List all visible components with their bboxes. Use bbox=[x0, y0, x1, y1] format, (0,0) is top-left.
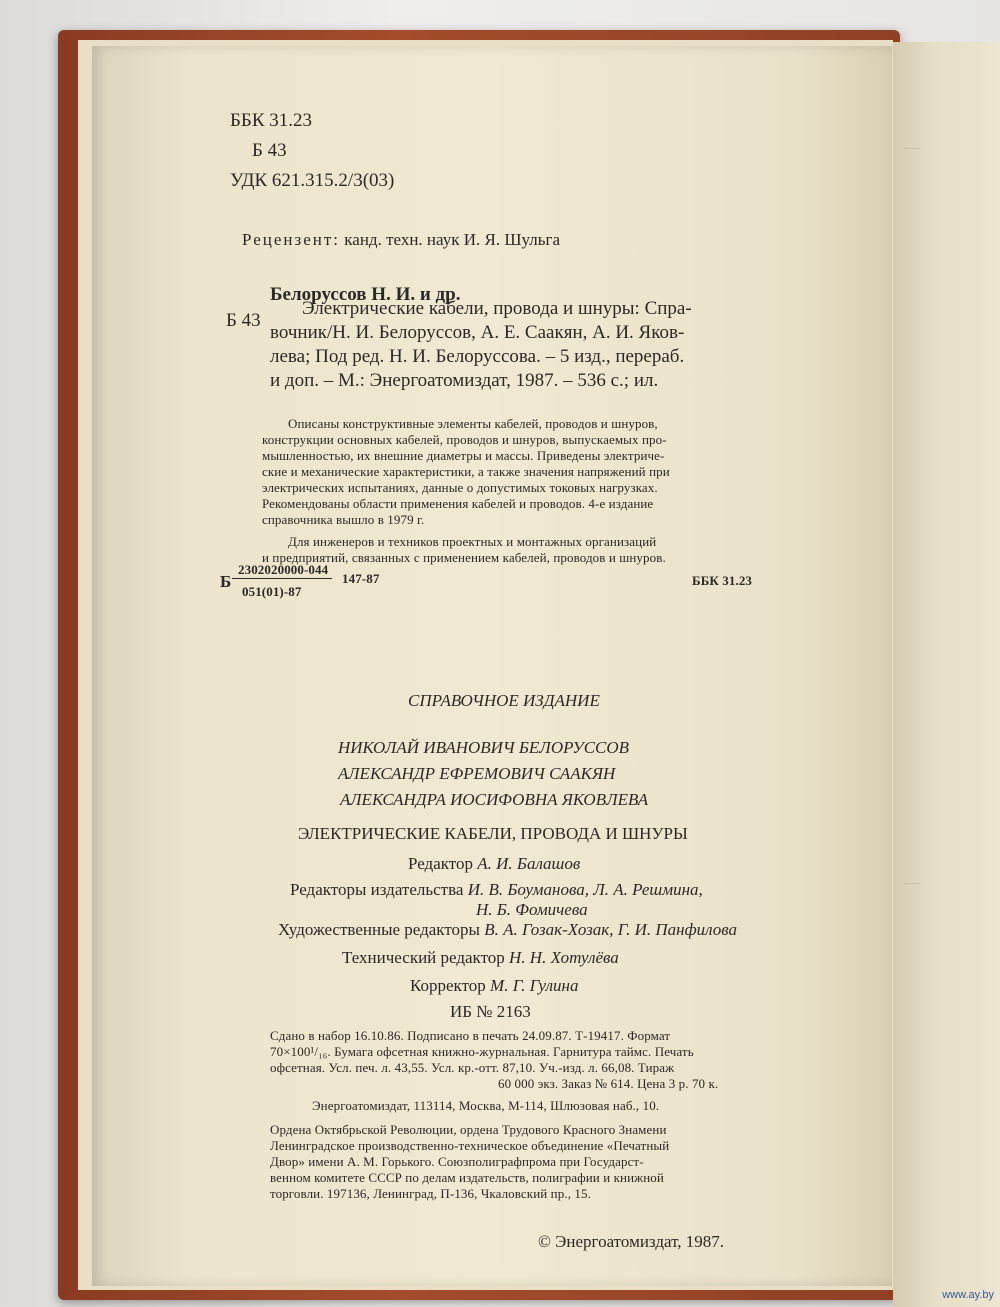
print-line-2: 70×100¹/₁₆. Бумага офсетная книжно-журнальная. Гарнитура таймс. Печать bbox=[270, 1044, 694, 1059]
catalog-line-2: вочник/Н. И. Белоруссов, А. Е. Саакян, А. И. Яков- bbox=[270, 322, 685, 343]
book-title: ЭЛЕКТРИЧЕСКИЕ КАБЕЛИ, ПРОВОДА И ШНУРЫ bbox=[298, 824, 688, 843]
code-bbk: ББК 31.23 bbox=[692, 573, 753, 588]
print-line-3: офсетная. Усл. печ. л. 43,55. Усл. кр.-отт. 87,10. Уч.-изд. л. 66,08. Тираж bbox=[270, 1060, 675, 1075]
tech-editor-label: Технический редактор bbox=[342, 948, 505, 967]
reviewer-name: канд. техн. наук И. Я. Шульга bbox=[344, 230, 560, 249]
reviewer-line bbox=[242, 230, 560, 250]
author-1: НИКОЛАЙ ИВАНОВИЧ БЕЛОРУССОВ bbox=[338, 738, 630, 757]
facing-page-edge: — — bbox=[893, 42, 1000, 1307]
pub-editors-names: И. В. Боуманова, Л. А. Решмина, bbox=[467, 880, 703, 899]
annotation-line-1: Описаны конструктивные элементы кабелей, проводов и шнуров, bbox=[288, 416, 658, 431]
audience-line-2: и предприятий, связанных с применением кабелей, проводов и шнуров. bbox=[262, 550, 666, 565]
pub-editors-label: Редакторы издательства bbox=[290, 880, 464, 899]
annotation-line-7: справочника вышло в 1979 г. bbox=[262, 512, 425, 527]
catalog-author: Белоруссов Н. И. и др. bbox=[270, 284, 461, 305]
udk-code: УДК 621.315.2/3(03) bbox=[230, 170, 395, 191]
art-editors-line bbox=[278, 920, 737, 940]
audience-line-1: Для инженеров и техников проектных и монтажных организаций bbox=[288, 534, 657, 549]
annotation-line-4: ские и механические характеристики, а также значения напряжений при bbox=[262, 464, 670, 479]
tech-editor-name: Н. Н. Хотулёва bbox=[509, 948, 619, 967]
printer-line-2: Ленинградское производственно-техническое объединение «Печатный bbox=[270, 1138, 670, 1153]
code-letter: Б bbox=[220, 572, 232, 591]
edition-type: СПРАВОЧНОЕ ИЗДАНИЕ bbox=[408, 691, 600, 710]
editor-name: А. И. Балашов bbox=[477, 854, 581, 873]
print-line-1: Сдано в набор 16.10.86. Подписано в печать 24.09.87. Т-19417. Формат bbox=[270, 1028, 671, 1043]
catalog-line-3: лева; Под ред. Н. И. Белоруссова. – 5 изд., перераб. bbox=[270, 346, 685, 367]
art-editors-names: В. А. Гозак-Хозак, Г. И. Панфилова bbox=[484, 920, 738, 939]
editor-label: Редактор bbox=[408, 854, 473, 873]
art-editors-label: Художественные редакторы bbox=[278, 920, 480, 939]
print-line-4: 60 000 экз. Заказ № 614. Цена 3 р. 70 к. bbox=[498, 1076, 719, 1091]
publisher-address: Энергоатомиздат, 113114, Москва, М-114, Шлюзовая наб., 10. bbox=[312, 1098, 660, 1113]
code-denominator: 051(01)-87 bbox=[242, 584, 302, 599]
printer-line-5: торговли. 197136, Ленинград, П-136, Чкаловский пр., 15. bbox=[270, 1186, 591, 1201]
pub-editors-line bbox=[290, 880, 703, 900]
bbk-code: ББК 31.23 bbox=[230, 110, 312, 131]
annotation-line-5: электрических испытаниях, данные о допустимых токовых нагрузках. bbox=[262, 480, 658, 495]
code-numerator: 2302020000-044 bbox=[238, 562, 329, 577]
annotation-line-3: мышленностью, их внешние диаметры и массы. Приведены электриче- bbox=[262, 448, 665, 463]
tech-editor-line bbox=[342, 948, 619, 968]
catalog-line-1: Электрические кабели, провода и шнуры: Спра- bbox=[302, 298, 692, 319]
annotation-line-2: конструкции основных кабелей, проводов и шнуров, выпускаемых про- bbox=[262, 432, 667, 447]
catalog-index: Б 43 bbox=[226, 310, 261, 331]
code-suffix: 147-87 bbox=[342, 571, 380, 586]
author-2: АЛЕКСАНДР ЕФРЕМОВИЧ СААКЯН bbox=[338, 764, 616, 783]
book-page bbox=[92, 46, 892, 1286]
pub-editors-cont: Н. Б. Фомичева bbox=[476, 900, 588, 919]
code-fraction-line bbox=[232, 578, 332, 579]
catalog-line-4: и доп. – М.: Энергоатомиздат, 1987. – 536 с.; ил. bbox=[270, 370, 659, 391]
corrector-label: Корректор bbox=[410, 976, 486, 995]
watermark: www.ay.by bbox=[942, 1289, 994, 1301]
printer-line-1: Ордена Октябрьской Революции, ордена Трудового Красного Знамени bbox=[270, 1122, 667, 1137]
corrector-name: М. Г. Гулина bbox=[490, 976, 579, 995]
reviewer-label: Рецензент: bbox=[242, 230, 341, 249]
corrector-line bbox=[410, 976, 578, 996]
ib-number: ИБ № 2163 bbox=[450, 1002, 531, 1021]
editor-line bbox=[408, 854, 580, 874]
copyright: © Энергоатомиздат, 1987. bbox=[538, 1232, 724, 1251]
author-index: Б 43 bbox=[252, 140, 287, 161]
printer-line-3: Двор» имени А. М. Горького. Союзполиграфпрома при Государст- bbox=[270, 1154, 644, 1169]
printer-line-4: венном комитете СССР по делам издательств, полиграфии и книжной bbox=[270, 1170, 664, 1185]
author-3: АЛЕКСАНДРА ИОСИФОВНА ЯКОВЛЕВА bbox=[340, 790, 649, 809]
annotation-line-6: Рекомендованы области применения кабелей и проводов. 4-е издание bbox=[262, 496, 654, 511]
